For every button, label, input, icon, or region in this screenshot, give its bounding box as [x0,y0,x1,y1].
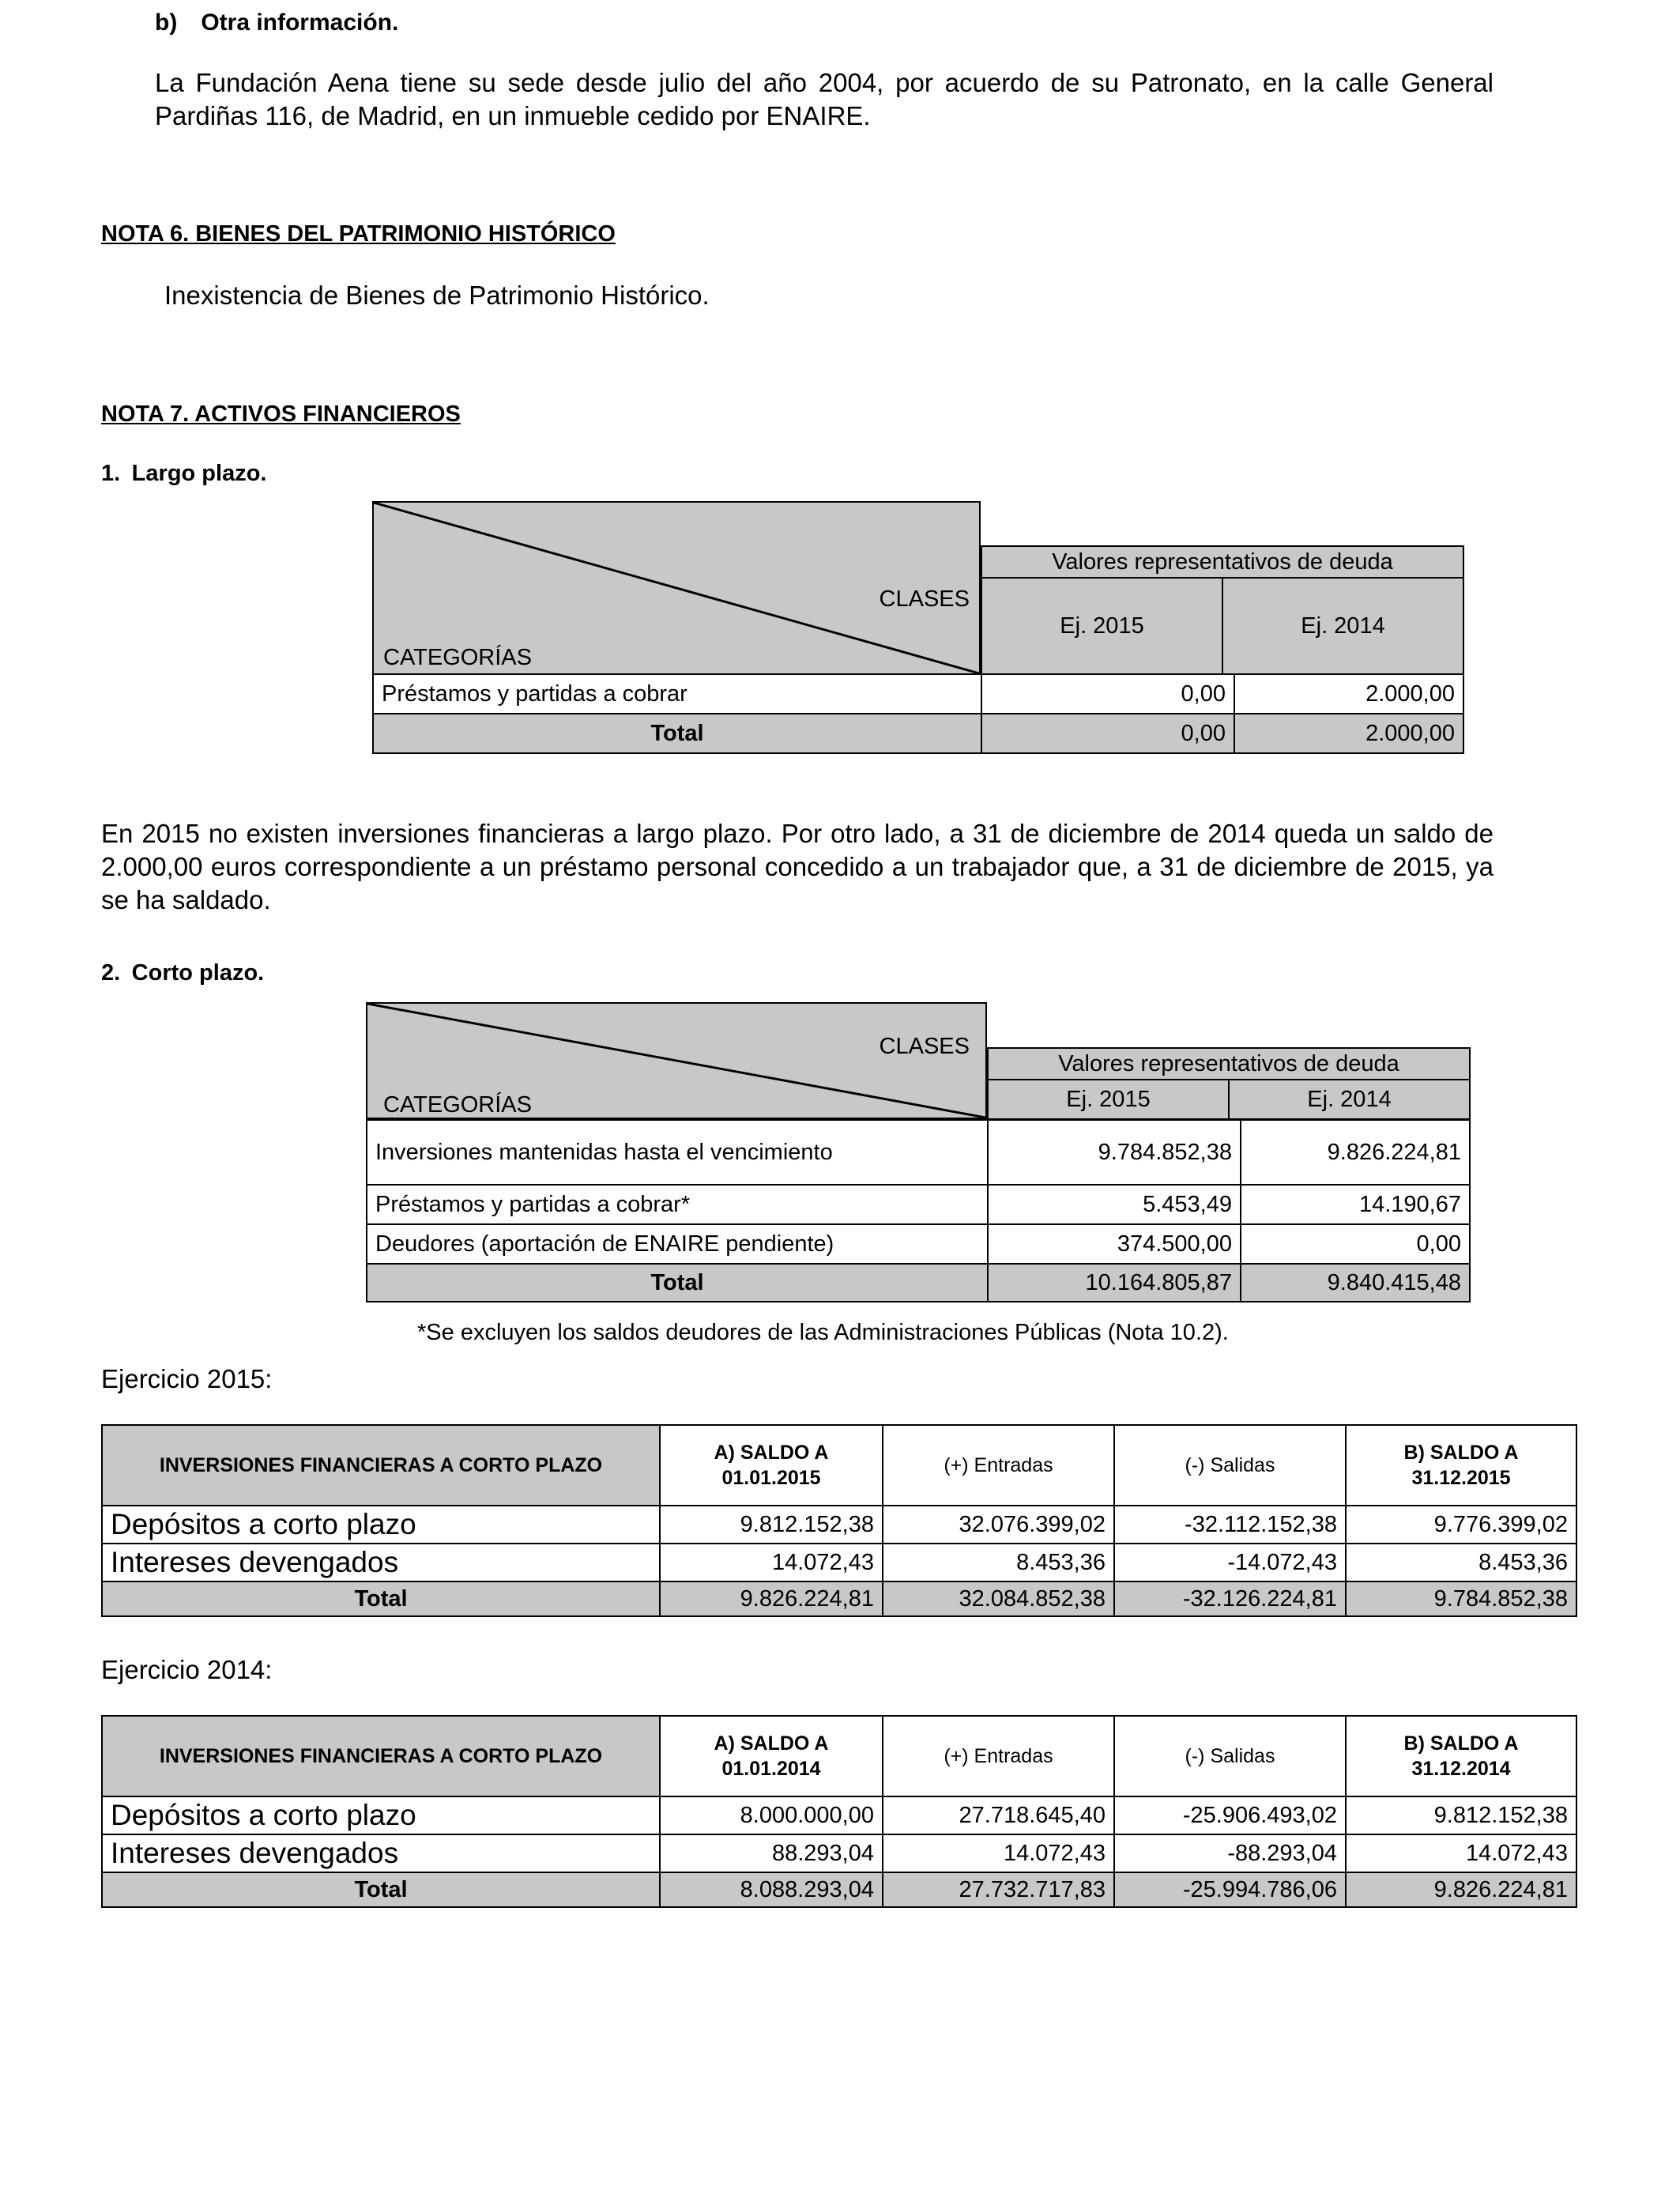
largo-total-2014: 2.000,00 [1234,714,1463,753]
e2014-col-out: (-) Salidas [1114,1716,1346,1796]
table-row [102,1834,1576,1872]
e2015-col-a [660,1425,883,1506]
table-row [367,1120,1470,1185]
e2014-row-b: 14.072,43 [1346,1834,1576,1872]
largo-col-2015: Ej. 2015 [981,578,1222,674]
e2015-col-in: (+) Entradas [883,1425,1114,1506]
e2014-row-out: -25.906.493,02 [1114,1796,1346,1834]
nota6-heading: NOTA 6. BIENES DEL PATRIMONIO HISTÓRICO [101,221,616,247]
largo-header-cell [372,501,981,675]
section-b-heading: b) Otra información. [155,9,399,36]
largo-col-2014: Ej. 2014 [1222,578,1463,674]
e2014-row-out: -88.293,04 [1114,1834,1346,1872]
e2014-col-in: (+) Entradas [883,1716,1114,1796]
corto-col-2015: Ej. 2015 [988,1080,1229,1119]
e2015-row-out: -14.072,43 [1114,1544,1346,1581]
e2014-row-a: 8.000.000,00 [660,1796,883,1834]
table-row [367,1185,1470,1224]
e2014-total-label: Total [102,1872,660,1907]
e2015-col-a-line2: 01.01.2015 [721,1467,821,1489]
corto-total-2014: 9.840.415,48 [1241,1264,1470,1302]
ejercicio-2015-heading: Ejercicio 2015: [101,1364,273,1393]
e2014-row-in: 14.072,43 [883,1834,1114,1872]
e2015-total-a: 9.826.224,81 [660,1581,883,1616]
largo-header-categorias: CATEGORÍAS [383,645,532,670]
e2014-total-in: 27.732.717,83 [883,1872,1114,1907]
e2015-total-in: 32.084.852,38 [883,1581,1114,1616]
e2015-row-a: 9.812.152,38 [660,1506,883,1544]
e2014-total-out: -25.994.786,06 [1114,1872,1346,1907]
corto-values-header [987,1047,1471,1120]
e2014-row-label: Intereses devengados [102,1834,660,1872]
e2014-col-b-line1: B) SALDO A [1403,1732,1519,1755]
table-row [373,674,1463,714]
corto-footnote: *Se excluyen los saldos deudores de las Administraciones Públicas (Nota 10.2). [417,1320,1229,1345]
nota7-heading: NOTA 7. ACTIVOS FINANCIEROS [101,401,461,427]
ejercicio-2015-table [101,1424,1577,1617]
largo-row-label: Préstamos y partidas a cobrar [373,674,981,714]
corto-group-header: Valores representativos de deuda [988,1048,1470,1080]
e2015-col-title: INVERSIONES FINANCIERAS A CORTO PLAZO [102,1425,660,1506]
e2015-row-in: 8.453,36 [883,1544,1114,1581]
corto-row-2015: 9.784.852,38 [988,1120,1241,1185]
e2015-col-b-line1: B) SALDO A [1403,1442,1519,1464]
ejercicio-2014-table [101,1715,1577,1908]
e2014-col-a-line1: A) SALDO A [714,1732,829,1755]
corto-total-2015: 10.164.805,87 [988,1264,1241,1302]
e2014-row-b: 9.812.152,38 [1346,1796,1576,1834]
corto-row-2014: 9.826.224,81 [1241,1120,1470,1185]
e2014-row-a: 88.293,04 [660,1834,883,1872]
e2014-col-title: INVERSIONES FINANCIERAS A CORTO PLAZO [102,1716,660,1796]
e2015-row-label: Intereses devengados [102,1544,660,1581]
e2015-total-label: Total [102,1581,660,1616]
corto-row-label: Deudores (aportación de ENAIRE pendiente) [367,1224,988,1264]
e2015-col-a-line1: A) SALDO A [714,1442,829,1464]
largo-total-2015: 0,00 [981,714,1234,753]
e2014-col-a [660,1716,883,1796]
largo-row-2014: 2.000,00 [1234,674,1463,714]
e2015-row-out: -32.112.152,38 [1114,1506,1346,1544]
e2015-col-b-line2: 31.12.2015 [1411,1467,1511,1489]
e2015-row-b: 9.776.399,02 [1346,1506,1576,1544]
largo-values-header [981,545,1464,675]
e2015-row-in: 32.076.399,02 [883,1506,1114,1544]
corto-header-clases: CLASES [879,1034,970,1059]
corto-plazo-heading: 2. Corto plazo. [101,960,265,986]
e2014-col-b [1346,1716,1576,1796]
section-b-paragraph: La Fundación Aena tiene su sede desde julio del año 2004, por acuerdo de su Patronato, en la calle General Pardiñas 116, de Madrid, en un inmueble cedido por ENAIRE. [155,68,1494,130]
e2014-col-b-line2: 31.12.2014 [1411,1758,1511,1780]
largo-group-header: Valores representativos de deuda [981,546,1463,578]
e2014-total-a: 8.088.293,04 [660,1872,883,1907]
largo-note: En 2015 no existen inversiones financieras a largo plazo. Por otro lado, a 31 de diciembre de 2014 queda un saldo de 2.000,00 euros correspondiente a un préstamo personal concedido a un trabajador que, a 31 de diciembre de 2015, ya se ha saldado. [101,819,1494,914]
e2015-col-out: (-) Salidas [1114,1425,1346,1506]
e2014-col-a-line2: 01.01.2014 [721,1758,821,1780]
e2015-row-label: Depósitos a corto plazo [102,1506,660,1544]
e2015-total-out: -32.126.224,81 [1114,1581,1346,1616]
largo-header-clases: CLASES [879,586,970,612]
corto-col-2014: Ej. 2014 [1229,1080,1470,1119]
largo-total-label: Total [373,714,981,753]
corto-header-cell [366,1002,987,1119]
largo-table [372,673,1464,754]
table-row [102,1544,1576,1581]
corto-header-categorias: CATEGORÍAS [383,1092,532,1118]
nota6-text: Inexistencia de Bienes de Patrimonio Histórico. [164,281,710,310]
corto-total-label: Total [367,1264,988,1302]
e2015-row-b: 8.453,36 [1346,1544,1576,1581]
corto-row-2015: 5.453,49 [988,1185,1241,1224]
ejercicio-2014-heading: Ejercicio 2014: [101,1655,273,1684]
corto-table [366,1119,1471,1302]
table-row [367,1224,1470,1264]
table-row [102,1796,1576,1834]
largo-plazo-heading: 1. Largo plazo. [101,461,267,486]
e2014-row-label: Depósitos a corto plazo [102,1796,660,1834]
corto-row-label: Préstamos y partidas a cobrar* [367,1185,988,1224]
e2015-total-b: 9.784.852,38 [1346,1581,1576,1616]
e2014-total-row [102,1872,1576,1907]
largo-row-2015: 0,00 [981,674,1234,714]
e2015-col-b [1346,1425,1576,1506]
table-row [102,1506,1576,1544]
e2015-row-a: 14.072,43 [660,1544,883,1581]
corto-row-label: Inversiones mantenidas hasta el vencimiento [367,1120,988,1185]
corto-row-2014: 0,00 [1241,1224,1470,1264]
corto-row-2015: 374.500,00 [988,1224,1241,1264]
corto-row-2014: 14.190,67 [1241,1185,1470,1224]
e2014-total-b: 9.826.224,81 [1346,1872,1576,1907]
largo-total-row [373,714,1463,753]
corto-total-row [367,1264,1470,1302]
e2014-row-in: 27.718.645,40 [883,1796,1114,1834]
e2015-total-row [102,1581,1576,1616]
